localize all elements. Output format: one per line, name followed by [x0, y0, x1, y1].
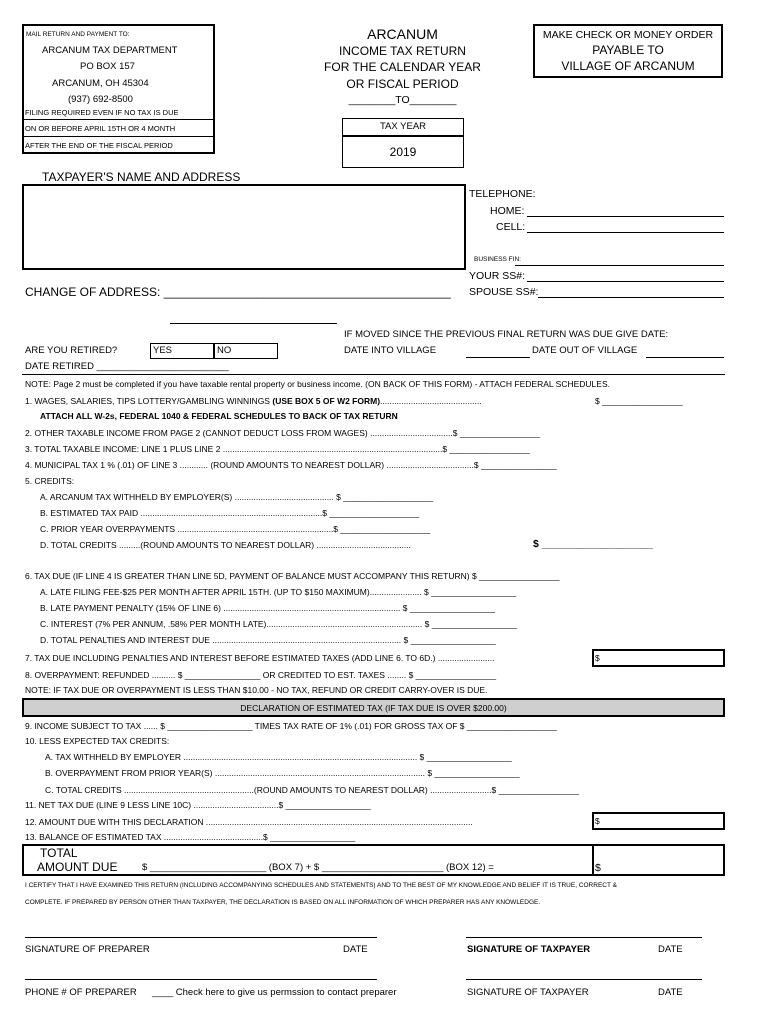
spouse-ss-label: SPOUSE SS#: — [469, 286, 539, 298]
name-address-input[interactable] — [22, 184, 466, 270]
contact-permission-checkbox[interactable]: ____ Check here to give us permssion to contact preparer — [152, 987, 397, 998]
taxpayer-date-label: DATE — [658, 944, 683, 955]
change-address-line2[interactable] — [170, 323, 337, 324]
line-10c[interactable]: C. TOTAL CREDITS .......................................................(ROUND AMOUNTS TO NEAREST DOLLAR) ..........................$ _________________ — [45, 785, 579, 795]
tax-year-label: TAX YEAR — [379, 121, 427, 132]
filing-line2: ON OR BEFORE APRIL 15TH OR 4 MONTH — [25, 124, 176, 133]
line-5d-amount[interactable]: $ ___________________ — [533, 538, 653, 550]
attach-notice: ATTACH ALL W-2s, FEDERAL 1040 & FEDERAL SCHEDULES TO BACK OF TAX RETURN — [40, 411, 398, 421]
preparer-phone-line[interactable] — [25, 979, 377, 980]
total-dollar: $ — [595, 862, 601, 874]
filing-line3: AFTER THE END OF THE FISCAL PERIOD — [25, 141, 173, 150]
divider — [22, 136, 215, 137]
spouse-ss-field[interactable] — [538, 297, 724, 298]
retired-no-label: NO — [217, 345, 232, 356]
preparer-signature-field[interactable] — [25, 937, 377, 938]
form-subtitle2: OR FISCAL PERIOD — [346, 77, 459, 91]
certify-line1: I CERTIFY THAT I HAVE EXAMINED THIS RETURN (INCLUDING ACCOMPANYING SCHEDULES AND STATEMENTS) AND TO THE BEST OF MY KNOWLEDGE AND BELIEF IT IS TRUE, CORRECT & — [25, 882, 617, 889]
spouse-signature-field[interactable] — [466, 979, 702, 980]
form-title: INCOME TAX RETURN — [339, 44, 466, 58]
your-ss-label: YOUR SS#: — [469, 270, 526, 282]
fiscal-period-field[interactable]: ________TO________ — [348, 94, 457, 106]
form-title-arcanum: ARCANUM — [367, 26, 438, 42]
line-12: 12. AMOUNT DUE WITH THIS DECLARATION ................................................................................................................. — [25, 817, 473, 827]
line-5a[interactable]: A. ARCANUM TAX WITHHELD BY EMPLOYER(S) .......................................... $ ___________________ — [40, 492, 434, 502]
date-into-field[interactable] — [466, 357, 530, 358]
line-2[interactable]: 2. OTHER TAXABLE INCOME FROM PAGE 2 (CANNOT DEDUCT LOSS FROM WAGES) ...................................$ _________________ — [25, 428, 541, 438]
mail-to-box — [22, 24, 215, 154]
line-10-label: 10. LESS EXPECTED TAX CREDITS: — [25, 736, 170, 746]
line-6d[interactable]: D. TOTAL PENALTIES AND INTEREST DUE ................................................................................ $ __________________ — [40, 635, 496, 645]
name-address-label: TAXPAYER'S NAME AND ADDRESS — [42, 170, 241, 184]
line-10a[interactable]: A. TAX WITHHELD BY EMPLOYER ................................................................................................... $ __________________ — [45, 752, 512, 762]
home-phone-field[interactable] — [527, 216, 724, 217]
cell-phone-label: CELL: — [496, 221, 526, 233]
line-7: 7. TAX DUE INCLUDING PENALTIES AND INTEREST BEFORE ESTIMATED TAXES (ADD LINE 6. TO 6D.) ........................ — [25, 653, 495, 663]
line-6a[interactable]: A. LATE FILING FEE-$25 PER MONTH AFTER APRIL 15TH. (UP TO $150 MAXIMUM)...................... $ __________________ — [40, 587, 517, 597]
home-phone-label: HOME: — [490, 205, 525, 217]
declaration-title: DECLARATION OF ESTIMATED TAX (IF TAX DUE IS OVER $200.00) — [240, 703, 507, 713]
date-out-field[interactable] — [646, 357, 724, 358]
line-13[interactable]: 13. BALANCE OF ESTIMATED TAX ..........................................$ __________________ — [25, 832, 356, 842]
note-minimum: NOTE: IF TAX DUE OR OVERPAYMENT IS LESS THAN $10.00 - NO TAX, REFUND OR CREDIT CARRY-OVER IS DUE. — [25, 685, 488, 695]
certify-line2: COMPLETE. IF PREPARED BY PERSON OTHER THAN TAXPAYER, THE DECLARATION IS BASED ON ALL INFORMATION OF WHICH PREPARER HAS ANY KNOWLEDGE. — [25, 899, 541, 906]
line-8[interactable]: 8. OVERPAYMENT: REFUNDED .......... $ ________________ OR CREDITED TO EST. TAXES ........ $ _________________ — [25, 670, 497, 680]
total-label: TOTAL — [40, 846, 78, 860]
spouse-signature-label: SIGNATURE OF TAXPAYER — [467, 987, 589, 998]
line-12-dollar: $ — [595, 816, 600, 826]
line-1-label — [25, 396, 482, 406]
line-5d: D. TOTAL CREDITS .........(ROUND AMOUNTS TO NEAREST DOLLAR) ........................................ — [40, 540, 411, 550]
dept-phone: (937) 692-8500 — [68, 94, 133, 105]
line-5b[interactable]: B. ESTIMATED TAX PAID .............................................................................$ ___________________ — [40, 508, 420, 518]
mail-to-label: MAIL RETURN AND PAYMENT TO: — [26, 31, 130, 38]
line-5c[interactable]: C. PRIOR YEAR OVERPAYMENTS ..................................................................$ ___________________ — [40, 524, 431, 534]
change-address-field[interactable]: CHANGE OF ADDRESS: ___________________________________________ — [25, 285, 451, 299]
city-state: ARCANUM, OH 45304 — [52, 78, 149, 89]
payable-to: PAYABLE TO — [592, 43, 664, 57]
line-3[interactable]: 3. TOTAL TAXABLE INCOME: LINE 1 PLUS LINE 2 .............................................................................................$ _________________ — [25, 444, 530, 454]
cell-phone-field[interactable] — [527, 232, 724, 233]
preparer-phone-label: PHONE # OF PREPARER — [25, 987, 137, 998]
amount-due-label: AMOUNT DUE — [37, 860, 118, 874]
line-6[interactable]: 6. TAX DUE (IF LINE 4 IS GREATER THAN LINE 5D, PAYMENT OF BALANCE MUST ACCOMPANY THIS RETURN) $ _________________ — [25, 571, 560, 581]
preparer-signature-label: SIGNATURE OF PREPARER — [25, 944, 150, 955]
line-1-text: 1. WAGES, SALARIES, TIPS LOTTERY/GAMBLING WINNINGS — [25, 396, 270, 406]
business-fin-field[interactable] — [515, 265, 724, 266]
line-10b[interactable]: B. OVERPAYMENT FROM PRIOR YEAR(S) ......................................................................................... $ __________________ — [45, 768, 520, 778]
total-amount-box[interactable] — [592, 844, 725, 876]
retired-question: ARE YOU RETIRED? — [25, 345, 118, 356]
filing-line1: FILING REQUIRED EVEN IF NO TAX IS DUE — [25, 108, 179, 117]
date-retired-field[interactable]: DATE RETIRED _________________________ — [25, 361, 229, 372]
tax-dept: ARCANUM TAX DEPARTMENT — [42, 45, 178, 56]
telephone-label: TELEPHONE: — [469, 188, 536, 200]
spouse-date-label: DATE — [658, 987, 683, 998]
line-9[interactable]: 9. INCOME SUBJECT TO TAX ...... $ __________________ TIMES TAX RATE OF 1% (.01) FOR GROSS TAX OF $ ___________________ — [25, 721, 557, 731]
preparer-date-label: DATE — [343, 944, 368, 955]
line-1-amount[interactable]: $ _________________ — [595, 396, 683, 406]
make-check: MAKE CHECK OR MONEY ORDER — [542, 29, 714, 41]
line-1-bold: (USE BOX 5 OF W2 FORM) — [272, 396, 381, 406]
line-12-amount-box[interactable] — [592, 812, 725, 830]
retired-yes-label: YES — [153, 345, 173, 356]
line-11[interactable]: 11. NET TAX DUE (LINE 9 LESS LINE 10C) ....................................$ __________________ — [25, 800, 371, 810]
form-subtitle: FOR THE CALENDAR YEAR — [324, 60, 481, 74]
note-page2: NOTE: Page 2 must be completed if you have taxable rental property or business income. (ON BACK OF THIS FORM) - ATTACH FEDERAL SCHEDULES. — [25, 379, 610, 389]
taxpayer-signature-field[interactable] — [466, 937, 702, 938]
business-fin-label: BUSINESS FIN: — [474, 256, 521, 263]
line-5-label: 5. CREDITS: — [25, 476, 75, 486]
total-formula[interactable]: $ ______________________ (BOX 7) + $ _______________________ (BOX 12) = — [142, 862, 494, 873]
line-7-dollar: $ — [595, 653, 600, 663]
your-ss-field[interactable] — [527, 281, 724, 282]
date-into-label: DATE INTO VILLAGE — [344, 345, 437, 356]
line-1-dots: ........................................... — [380, 396, 482, 406]
divider — [22, 374, 725, 375]
line-4[interactable]: 4. MUNICIPAL TAX 1 % (.01) OF LINE 3 ............ (ROUND AMOUNTS TO NEAREST DOLLAR) .....................................$ ________________ — [25, 460, 557, 470]
line-7-amount-box[interactable] — [592, 649, 725, 667]
tax-year: 2019 — [389, 145, 417, 159]
divider — [22, 119, 215, 120]
line-6c[interactable]: C. INTEREST (7% PER ANNUM, .58% PER MONTH LATE).................................................................. $ __________________ — [40, 619, 517, 629]
date-out-label: DATE OUT OF VILLAGE — [532, 345, 638, 356]
po-box: PO BOX 157 — [80, 61, 135, 72]
taxpayer-signature-label: SIGNATURE OF TAXPAYER — [467, 944, 591, 955]
moved-label: IF MOVED SINCE THE PREVIOUS FINAL RETURN WAS DUE GIVE DATE: — [344, 329, 669, 340]
village-name: VILLAGE OF ARCANUM — [561, 59, 695, 73]
line-6b[interactable]: B. LATE PAYMENT PENALTY (15% OF LINE 6) ........................................................................... $ __________________ — [40, 603, 495, 613]
